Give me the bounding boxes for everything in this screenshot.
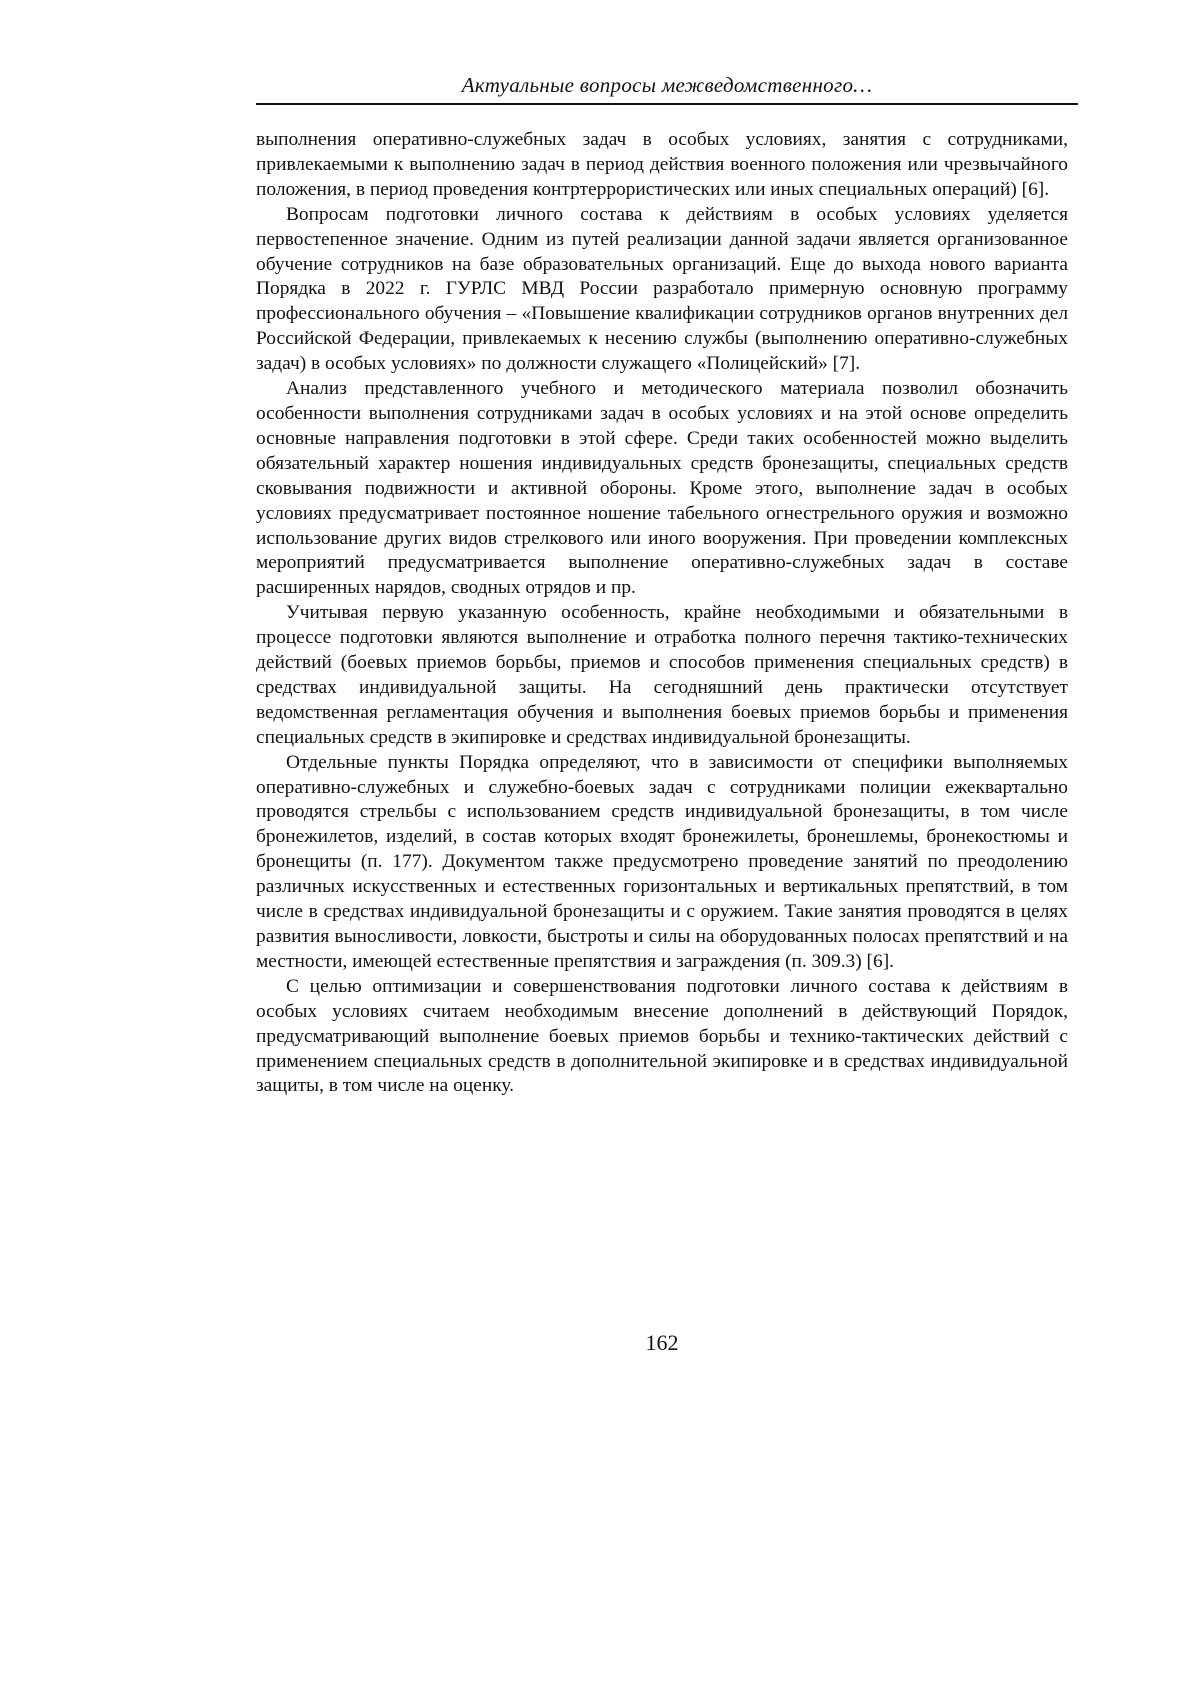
header-rule	[256, 103, 1078, 105]
document-page	[0, 0, 1200, 1697]
body-text	[256, 128, 1068, 1099]
paragraph: Вопросам подготовки личного состава к действиям в особых условиях уделяется первостепенное значение. Одним из путей реализации данной задачи является организованное обучение сотрудников на базе образовательных организаций. Еще до выхода нового варианта Порядка в 2022 г. ГУРЛС МВД России разработало примерную основную программу профессионального обучения – «Повышение квалификации сотрудников органов внутренних дел Российской Федерации, привлекаемых к несению службы (выполнению оперативно-служебных задач) в особых условиях» по должности служащего «Полицейский» [7].	[256, 203, 1068, 377]
paragraph: Учитывая первую указанную особенность, крайне необходимыми и обязательными в процессе подготовки являются выполнение и отработка полного перечня тактико-технических действий (боевых приемов борьбы, приемов и способов применения специальных средств) в средствах индивидуальной защиты. На сегодняшний день практически отсутствует ведомственная регламентация обучения и выполнения боевых приемов борьбы и применения специальных средств в экипировке и средствах индивидуальной бронезащиты.	[256, 601, 1068, 750]
paragraph: С целью оптимизации и совершенствования подготовки личного состава к действиям в особых условиях считаем необходимым внесение дополнений в действующий Порядок, предусматривающий выполнение боевых приемов борьбы и технико-тактических действий с применением специальных средств в дополнительной экипировке и в средствах индивидуальной защиты, в том числе на оценку.	[256, 975, 1068, 1100]
running-header: Актуальные вопросы межведомственного…	[256, 72, 1078, 98]
page-number: 162	[0, 1330, 1200, 1356]
paragraph: Анализ представленного учебного и методического материала позволил обозначить особенности выполнения сотрудниками задач в особых условиях и на этой основе определить основные направления подготовки в этой сфере. Среди таких особенностей можно выделить обязательный характер ношения индивидуальных средств бронезащиты, специальных средств сковывания подвижности и активной обороны. Кроме этого, выполнение задач в особых условиях предусматривает постоянное ношение табельного огнестрельного оружия и возможно использование других видов стрелкового или иного вооружения. При проведении комплексных мероприятий предусматривается выполнение оперативно-служебных задач в составе расширенных нарядов, сводных отрядов и пр.	[256, 377, 1068, 601]
paragraph: выполнения оперативно-служебных задач в особых условиях, занятия с сотрудниками, привлекаемыми к выполнению задач в период действия военного положения или чрезвычайного положения, в период проведения контртеррористических или иных специальных операций) [6].	[256, 128, 1068, 203]
paragraph: Отдельные пункты Порядка определяют, что в зависимости от специфики выполняемых оперативно-служебных и служебно-боевых задач с сотрудниками полиции ежеквартально проводятся стрельбы с использованием средств индивидуальной бронезащиты, в том числе бронежилетов, изделий, в состав которых входят бронежилеты, бронешлемы, бронекостюмы и бронещиты (п. 177). Документом также предусмотрено проведение занятий по преодолению различных искусственных и естественных горизонтальных и вертикальных препятствий, в том числе в средствах индивидуальной бронезащиты и с оружием. Такие занятия проводятся в целях развития выносливости, ловкости, быстроты и силы на оборудованных полосах препятствий и на местности, имеющей естественные препятствия и заграждения (п. 309.3) [6].	[256, 751, 1068, 975]
